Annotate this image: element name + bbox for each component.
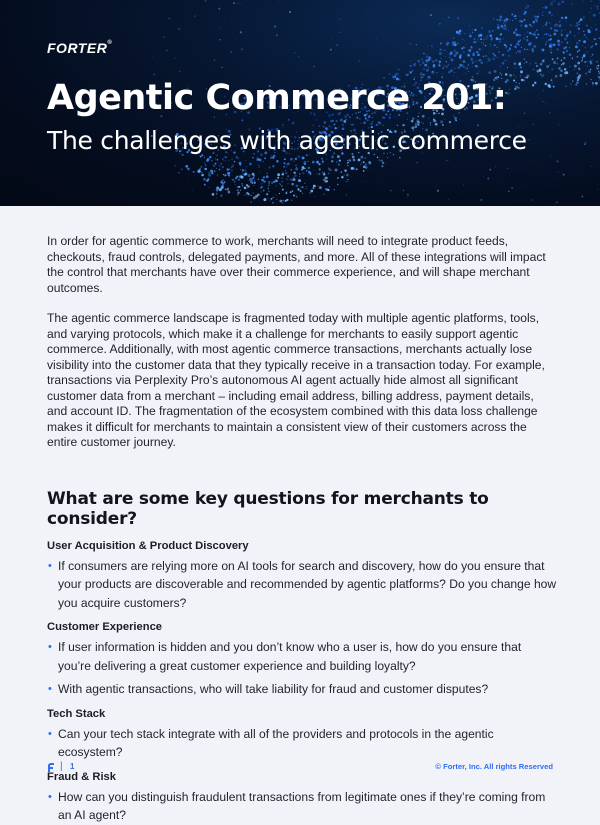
- footer-separator: |: [60, 761, 63, 772]
- forter-mark-icon: [47, 762, 55, 773]
- section-title: Tech Stack: [47, 708, 557, 720]
- section-user-acquisition: [47, 540, 557, 613]
- list-item: • If user information is hidden and you don’t know who a user is, how do you ensure that you’re delivering a great customer experience and building loyalty?: [47, 638, 557, 675]
- bullet-icon: •: [48, 680, 52, 699]
- section-customer-experience: [47, 621, 557, 699]
- questions-heading: What are some key questions for merchants to consider?: [47, 489, 557, 529]
- landscape-paragraph: The agentic commerce landscape is fragmented today with multiple agentic platforms, tools, and varying protocols, which make it a challenge for merchants to easily support agentic commerce. Additionally, with most agentic commerce transactions, merchants actually lose visibility into the customer data that they typically receive in a transaction today. For example, transactions via Perplexity Pro’s autonomous AI agent actually hide almost all significant customer data from a merchant – including email address, billing address, payment details, and account ID. The fragmentation of the ecosystem combined with this data loss challenge makes it difficult for merchants to maintain a consistent view of their customers across the entire customer journey.: [47, 311, 557, 451]
- list-item: • How can you distinguish fraudulent transactions from legitimate ones if they’re coming from an AI agent?: [47, 788, 557, 825]
- section-fraud-risk: [47, 771, 557, 825]
- list-item: • With agentic transactions, who will take liability for fraud and customer disputes?: [47, 680, 557, 699]
- page-number: 1: [70, 762, 74, 771]
- page-title: Agentic Commerce 201:: [47, 78, 506, 118]
- section-title: Customer Experience: [47, 621, 557, 633]
- main-content: [47, 234, 557, 825]
- section-title: Fraud & Risk: [47, 771, 557, 783]
- list-item: • Can your tech stack integrate with all of the providers and protocols in the agentic ecosystem?: [47, 725, 557, 762]
- page-subtitle: The challenges with agentic commerce: [47, 126, 527, 155]
- bullet-icon: •: [48, 557, 52, 576]
- page-footer: [47, 760, 553, 776]
- copyright-notice: © Forter, Inc. All rights Reserved: [435, 762, 553, 771]
- list-item: • If consumers are relying more on AI tools for search and discovery, how do you ensure that your products are discoverable and recommended by agentic platforms? Do you change how you acquire customers?: [47, 557, 557, 613]
- section-tech-stack: [47, 708, 557, 762]
- bullet-icon: •: [48, 638, 52, 657]
- hero-banner: [0, 0, 600, 206]
- bullet-icon: •: [48, 725, 52, 744]
- section-title: User Acquisition & Product Discovery: [47, 540, 557, 552]
- bullet-icon: •: [48, 788, 52, 807]
- forter-logo: FORTER®: [47, 40, 112, 56]
- intro-paragraph: In order for agentic commerce to work, merchants will need to integrate product feeds, checkouts, fraud controls, delegated payments, and more. All of these integrations will impact the control that merchants have over their commerce experience, and will shape merchant outcomes.: [47, 234, 557, 296]
